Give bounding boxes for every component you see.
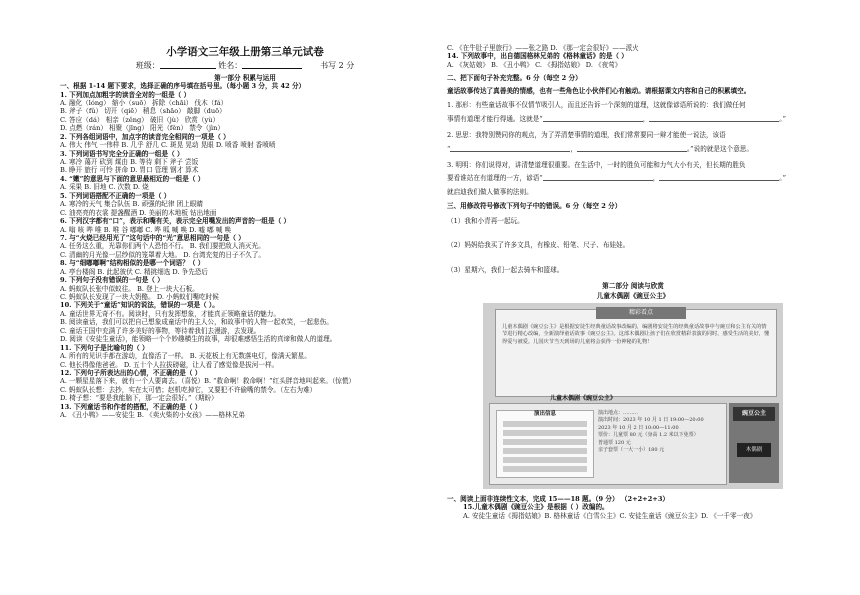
section4-instruction: 一、阅读上面非连续性文本，完成 15——18 题。（9 分） （2+2+2+3） [447,494,669,503]
poster-highlights-heading: 精彩看点 [596,307,686,319]
poster-info-panel [489,394,727,485]
q9-option-line: A. 蚂蚁队长张中似蚁往。 B. 登上一块大石板。 [60,284,199,293]
fill2-blank-a[interactable] [450,151,570,152]
q10-option-line: C. 童话王国中充满了许多美好的事物，等待着我们去漫游，去发现。 [60,326,261,335]
q10-stem: 10. 下列关于“童话”知识的说法，错误的一项是（ ）。 [60,301,219,310]
q7-stem: 7. 与“火烧已经用光了”这句话中的“光”意思相同的一句是（ ） [60,233,245,242]
q1-option-line: C. 答应（dá） 相亲（zěng） 破旧（jù） 欣赏（yù） [60,115,220,124]
q4-stem: 4. “嫩”的意思与下面的意思最相近的一组是（ ） [60,174,205,183]
q1-option-line: B. 斧子（fǔ） 切开（qiē） 稍息（shāo） 敲脚（duō） [60,107,226,116]
poster-cover-title: 豌豆公主 [733,407,775,421]
poster-highlights-text: 儿童木偶剧《豌豆公主》是根据安徒生经典童话故事改编的，编剧将安徒生的经典童话故事中与豌豆和公主有关的情节进行精心改编，全新演绎童话故事《豌豆公主》。这部木偶剧让孩子们在欣赏精彩表演的同时，感受生活的美好，懂得爱与被爱。儿国庆节当天到场的儿童将会获得一份神秘的礼物！ [502,323,770,345]
part2-title: 第二部分 阅读与欣赏 [602,282,664,290]
poster-schedule-row [503,466,587,472]
fill2-blank-b[interactable] [577,151,687,152]
exam-title: 小学语文三年级上册第三单元试卷 [166,46,324,58]
q3-stem: 3. 下列词语书写完全分正确的一组是（ ） [60,149,184,158]
poster-schedule-details: 演出地点：……… 演出时间：2023 年 10 月 1 日 19:00—20:00 2023 年 10 月 2 日 10:00—11:00 票价：儿童票 80 元（身高 1.2 米以下免票） 普通票 120 元 亲子套票（一大一小）180 元 [598,409,704,454]
q8-stem: 8. 与“细嘟嘟啊”结构相似的是哪一个词语？（ ） [60,259,205,268]
q15-stem: 15.儿童木偶剧《豌豆公主》是根据（ ）改编的。 [463,503,609,512]
poster-schedule-row [503,448,587,454]
q1-option-line: D. 点燃（rán） 相聚（jīng） 阳光（fěn） 禁令（jìn） [60,124,224,133]
q1-stem: 1. 下列加点加粗字的读音全对的一组是（ ） [60,90,191,99]
modify-sentence-3: （3）星期六，我们一起去骑车和篮球。 [447,265,564,274]
q13-options-continued: C. 《在牛肚子里旅行》——张之路 D. 《那一定会很好》——派火 [447,44,639,52]
poster-schedule-heading: 演出信息 [533,410,556,417]
q9-option-line: C. 蚂蚁队长发现了一块大奶酪。 D. 小蚂蚁们嘴吃时候 [60,293,219,302]
q2-options: A. 伟大 伟气 一伟样 B. 几乎 舒几 C. 斑晃 晃动 晃眼 D. 喷香 喷射 香喷喷 [60,141,276,150]
q13-options: A. 《丑小鸭》——安徒生 B. 《卖火柴的小女孩》——格林兄弟 [60,411,245,420]
fill2-prefix: “ [447,144,451,153]
q2-stem: 2. 下列各组词语中，加点字的读音完全相同的一项是（ ） [60,132,230,141]
reading-article-title: 儿童木偶剧《豌豆公主》 [596,292,670,301]
class-field[interactable] [160,60,216,69]
poster-cover-image [729,403,779,483]
fill1-prefix: 事情有道理才能行得通。这就是“ [447,114,543,123]
fill1-blank-b[interactable] [649,121,779,122]
q1-option-line: A. 融化（lóng） 缩小（suō） 拆除（chāi） 伐木（fá） [60,98,228,107]
q15-options: A. 安徒生童话《拇指姑娘》B. 格林童话《白雪公主》C. 安徒生童话《豌豆公主》D. 《一千零一夜》 [463,511,757,520]
fill3-blank-a[interactable] [543,180,653,181]
q5-option-line: C. 油亮亮的衣裳 提盏醒酒 D. 美丽的木地板 钻出地面 [60,208,217,217]
q10-option-line: A. 童话世界无奇不有。阅读时，只有发挥想象，才能真正领略童话的魅力。 [60,309,280,318]
fill1-blank-a[interactable] [543,121,643,122]
student-info-line [60,60,430,71]
q12-option-line: C. 蚂蚁队长想：去抄，实在太可惜；赵机吃掉它，又要犯不许偷嘴的禁令。（左右为难） [60,385,317,394]
section1-instruction: 一、根据 1-14 题下要求，选择正确的序号填在括号里。（每小题 3 分，共 42 分） [60,82,306,91]
fill3-blank-b[interactable] [659,180,779,181]
poster-schedule-row [503,439,587,445]
q3-option-line: B. 睁开 旅行 可怜 拼命 D. 胃口 管理 钢才 算术 [60,166,199,175]
poster-schedule-row [503,457,587,463]
fill3-text: 3. 明明：你们说得对，讲清楚道理很重要。在生活中，一时的胜负可能和力气大小有关，但长期的胜负 [447,160,746,169]
q12-stem: 12. 下列句子所表达出的心情，不正确的是（ ） [60,368,202,377]
q5-option-line: A. 寒冷的天气 集合队伍 B. 顽强的纪律 团上眼睛 [60,200,203,209]
section2-intro: 童话故事传达了真善美的情感，也有一些角色让小伙伴们心有触动。请根据课文内容和自己的积累填空。 [447,86,751,95]
q6-stem: 6. 下列汉字都有“口”，表示和嘴有关，表示完全用嘴发出的声音的一组是（ ） [60,217,291,226]
handwriting-score-label: 书写 2 分 [320,61,355,71]
q7-option-line: C. 清幽的月光像一层纱似的笼罩着大地。 D. 台湾充复的日子不久了。 [60,250,265,259]
q12-option-line: A. 一颗星星落下来，就有一个人要离去。（喜悦）B. “救命啊！救命啊！”红头胖音地叫起来。（惊慌） [60,377,356,386]
q14-stem: 14. 下列故事中，出自德国格林兄弟的《格林童话》的是（ ） [447,52,628,61]
q6-options: A. 嗡 咳 哔 唯 B. 唯 谷 嘟嘟 C. 哗 呱 喊 唤 D. 嘘 嘟 喊 唤 [60,225,232,234]
q9-stem: 9. 下列句子没有错误的一句是（ ） [60,276,164,285]
left-column [60,0,430,420]
poster-schedule-box [496,410,594,478]
q11-option-line: A. 所有的见识手都在游动，直像活了一样。 B. 天花板上有无数落电灯，像满天繁星。 [60,352,311,361]
right-column [447,44,819,520]
poster-info-title: 儿童木偶剧《豌豆公主》 [550,394,617,402]
q3-option-line: A. 寒冷 蔼开 砍到 煤由 B. 等待 剩下 斧子 尝饭 [60,158,199,167]
fill3-answer-line: 要看谁站在有道理的一方，谚语“ ， 。” [447,174,786,183]
q10-option-line: B. 阅读童话，我们可以把自己想象成童话中的主人公，和故事中的人物一起欢笑，一起悲伤。 [60,318,333,327]
name-label: 姓名： [218,61,243,71]
q8-options: A. 亭台楼阁 B. 此起彼伏 C. 精挑细选 D. 争先恐后 [60,267,209,276]
q7-option-line: A. 任务这么重，光靠你们两个人恐怕不行。 B. 我们要把敌人消灭光。 [60,242,265,251]
q5-stem: 5. 下列词语搭配不正确的一项是（ ） [60,191,171,200]
q12-option-line: D. 椅子想：“要是我能脑下，那一定会很好。”（期盼） [60,394,218,403]
name-field[interactable] [242,60,302,69]
modify-sentence-1: （1）我和小青再一起玩。 [447,216,524,225]
poster-schedule-row [503,421,587,427]
fill3-conclusion: 就启迪我们做人做事的法则。 [447,187,533,196]
q13-stem: 13. 下列童话书和作者的搭配，不正确的是（ ） [60,402,202,411]
modify-sentence-2: （2）妈妈给我买了许多文具，有橡皮、铅笔、尺子、布娃娃。 [447,241,630,250]
q10-option-line: D. 阅读《安徒生童话》，能领略一个个妙趣横生的故事，却很难感悟生活的真谛和做人的道理。 [60,335,337,344]
poster-highlights-panel [495,309,777,397]
fill2-answer-line: “ ， 。”说的就是这个意思。 [447,144,753,153]
poster-cover-subtitle: 木偶剧 [737,443,771,457]
class-label: 班级： [135,61,160,71]
fill1-text: 1. 那形：有些童话故事不仅情节吸引人，而且还告诉一个深刻的道理，这就像谚语所说的：我们做任何 [447,101,746,110]
q11-stem: 11. 下列句子是比喻句的（ ） [60,343,149,352]
q11-option-line: C. 他长得像他爸爸。 D. 五十个人拉拔磅磁，让人看了感觉像是拔河一样。 [60,360,279,369]
fill1-answer-line: 事情有道理才能行得通。这就是“ ， 。” [447,114,786,123]
part1-title: 第一部分 积累与运用 [214,73,276,82]
fill3-prefix: 要看谁站在有道理的一方，谚语“ [447,174,543,183]
fill2-suffix: 。”说的就是这个意思。 [686,144,753,153]
section3-instruction: 三、用修改符号修改下列句子中的错误。6 分（每空 2 分） [447,202,622,211]
q14-options: A. 《灰姑娘》 B. 《丑小鸭》 C. 《拇指姑娘》 D. 《夜莺》 [447,60,622,69]
q4-options: A. 采果 B. 旧地 C. 次数 D. 烧 [60,183,149,192]
fill2-text: 2. 思思：我特别赞同你的观点，为了弄清楚事情的道理，我们常常要同一辩才能使一说法，该语 [447,131,726,140]
puppet-show-poster [483,303,783,489]
poster-schedule-row [503,430,587,436]
section2-instruction: 二、把下面句子补充完整。6 分（每空 2 分） [447,74,582,83]
